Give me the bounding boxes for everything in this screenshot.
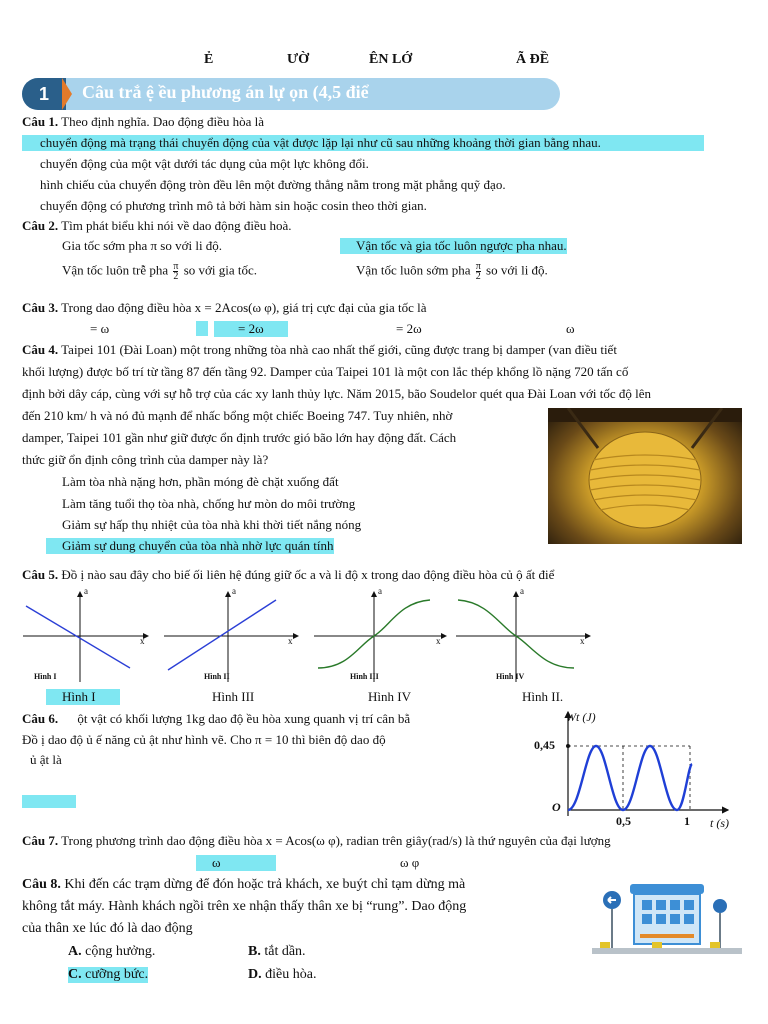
graph-caption: Hình I	[34, 672, 57, 681]
q8-option-a[interactable]	[68, 944, 155, 960]
question-5	[22, 567, 554, 583]
question-text: của thân xe lúc đó là dao động	[22, 921, 193, 936]
option-key: B.	[248, 944, 261, 959]
question-2	[22, 218, 291, 234]
q5-graphs	[18, 586, 598, 686]
axis-label: x	[436, 636, 441, 646]
option-text: cưỡng bức.	[85, 967, 149, 982]
graph-y-tick: 0,45	[534, 738, 555, 752]
graph-y-label: Wt (J)	[566, 710, 596, 724]
q8-option-c-correct[interactable]	[68, 967, 148, 983]
question-text: ột vật có khối lượng 1kg dao độ ều hòa xung quanh vị trí cân bằ	[77, 711, 411, 726]
option-text: cộng hưởng.	[85, 944, 156, 959]
question-text: không tắt máy. Hành khách ngồi trên xe nhận thấy thân xe bị “rung”. Dao động	[22, 899, 467, 914]
header-part: Ã ĐỀ	[516, 52, 550, 67]
damper-ball-icon	[548, 408, 742, 544]
question-label: Câu 2.	[22, 218, 59, 233]
q5-option[interactable]: Hình IV	[368, 689, 411, 704]
question-text: ủ ật là	[30, 752, 62, 767]
axis-label: a	[84, 586, 88, 596]
bus-stop-icon	[592, 878, 742, 956]
q7-option[interactable]: ω φ	[400, 855, 420, 870]
graph-x-tick: 0,5	[616, 814, 631, 828]
q5-option[interactable]: Hình III	[212, 689, 255, 704]
axis-label: x	[288, 636, 293, 646]
question-4	[22, 342, 617, 358]
axis-label: a	[232, 586, 236, 596]
question-8	[22, 877, 465, 893]
q8-option-d[interactable]	[248, 967, 316, 983]
axis-label: a	[520, 586, 524, 596]
option-text: so với li độ.	[486, 262, 548, 278]
option-key: A.	[68, 944, 82, 959]
question-text: Đồ ị nào sau đây cho biế ối liên hệ đúng giữ ốc a và li độ x trong dao động điều hòa củ ộ ất điể	[61, 567, 555, 582]
option-text: Vận tốc luôn sớm pha	[356, 262, 471, 278]
graph-caption: Hình IV	[496, 672, 525, 681]
graph-hinh-2	[164, 592, 298, 682]
q2-option[interactable]	[356, 262, 548, 281]
question-text: Tìm phát biểu khi nói về dao động điều hoà.	[61, 218, 292, 233]
q4-option[interactable]: Giảm sự hấp thụ nhiệt của tòa nhà khi thời tiết nắng nóng	[62, 517, 362, 532]
graph-hinh-1	[23, 592, 148, 682]
fraction-den: 2	[475, 271, 481, 282]
axis-label: x	[580, 636, 585, 646]
question-text: định bởi dây cáp, cùng với sự hỗ trợ của các xy lanh thủy lực. Năm 2015, bão Soudelor quét qua Đài Loan với tốc độ lên	[22, 386, 651, 401]
header-part: ƯỜ	[287, 52, 310, 67]
q2-option[interactable]: Gia tốc sớm pha π so với li độ.	[62, 238, 223, 253]
question-label: Câu 4.	[22, 342, 59, 357]
q1-option-correct[interactable]: chuyển động mà trạng thái chuyển động của vật được lặp lại như cũ sau những khoảng thời gian bằng nhau.	[22, 135, 704, 151]
q1-option[interactable]: hình chiếu của chuyển động tròn đều lên một đường thẳng nằm trong mặt phẳng quỹ đạo.	[40, 177, 506, 192]
graph-caption: Hình III	[350, 672, 379, 681]
q3-option[interactable]: = ω	[90, 321, 110, 336]
question-text: Trong phương trình dao động điều hòa x = Acos(ω φ), radian trên giây(rad/s) là thứ nguyên của đại lượng	[61, 833, 611, 848]
question-label: Câu 7.	[22, 833, 59, 848]
graph-origin: O	[552, 800, 561, 814]
question-label: Câu 6.	[22, 711, 59, 726]
q7-option-correct[interactable]: ω	[196, 855, 276, 871]
q5-option[interactable]: Hình II.	[522, 689, 564, 704]
question-text: Taipei 101 (Đài Loan) một trong những tòa nhà cao nhất thế giới, cũng được trang bị damper (van điều tiết	[61, 342, 617, 357]
graph-x-label: t (s)	[710, 816, 729, 830]
q3-option[interactable]: = 2ω	[396, 321, 422, 336]
q4-option[interactable]: Làm tòa nhà nặng hơn, phần móng đè chặt xuống đất	[62, 474, 339, 489]
question-6	[22, 711, 410, 727]
section-number: 1	[22, 78, 66, 110]
fraction	[173, 262, 178, 281]
fraction-num: π	[173, 261, 179, 272]
question-text: khối lượng) được bố trí từ tầng 87 đến tầng 92. Damper của Taipei 101 là một con lắc thép khổng lồ nặng 720 tấn cố	[22, 364, 629, 379]
q6-highlight-answer[interactable]	[22, 795, 76, 808]
question-1	[22, 114, 264, 130]
graph-caption: Hình II	[204, 672, 230, 681]
option-key: D.	[248, 967, 262, 982]
option-key: C.	[68, 967, 82, 982]
graph-hinh-3	[314, 592, 446, 682]
axis-label: a	[378, 586, 382, 596]
q5-option-correct[interactable]: Hình I	[46, 689, 120, 705]
graph-x-tick: 1	[684, 814, 690, 828]
option-text: Vận tốc luôn trễ pha	[62, 262, 169, 278]
question-label: Câu 1.	[22, 114, 59, 129]
question-label: Câu 8.	[22, 877, 61, 892]
fraction-den: 2	[173, 271, 179, 282]
question-text: Trong dao động điều hòa x = 2Acos(ω φ), giá trị cực đại của gia tốc là	[61, 300, 427, 315]
q1-option[interactable]: chuyển động của một vật dưới tác dụng của một lực không đổi.	[40, 156, 369, 171]
q1-option[interactable]: chuyển động có phương trình mô tả bởi hàm sin hoặc cosin theo thời gian.	[40, 198, 427, 213]
q3-highlight-mark	[196, 321, 208, 336]
q4-option[interactable]: Làm tăng tuổi thọ tòa nhà, chống hư mòn do môi trường	[62, 496, 356, 511]
section-title: Câu trắ ệ ều phương án lự ọn (4,5 điể	[82, 82, 369, 102]
question-label: Câu 3.	[22, 300, 59, 315]
question-3	[22, 300, 426, 316]
q2-option[interactable]	[62, 262, 257, 281]
question-text: damper, Taipei 101 gần như giữ được ổn định trước gió bão lớn hay động đất. Cách	[22, 430, 457, 445]
question-text: Đồ ị dao độ ủ ế năng củ ật như hình vẽ. Cho π = 10 thì biên độ dao độ	[22, 732, 386, 747]
question-text: Theo định nghĩa. Dao động điều hòa là	[61, 114, 265, 129]
option-text: tắt dần.	[264, 944, 306, 959]
question-text: đến 210 km/ h và nó đủ mạnh để nhấc bổng một chiếc Boeing 747. Tuy nhiên, nhờ	[22, 408, 453, 423]
banner-arrow-icon	[62, 78, 72, 110]
question-label: Câu 5.	[22, 567, 59, 582]
option-text: so với gia tốc.	[183, 262, 258, 278]
header-part: Ẻ	[204, 52, 214, 67]
q4-option-correct[interactable]: Giảm sự dung chuyển của tòa nhà nhờ lực quán tính	[46, 538, 334, 554]
axis-label: x	[140, 636, 145, 646]
header-part: ÊN LỚ	[369, 52, 413, 67]
fraction-num: π	[475, 261, 481, 272]
q2-option-correct[interactable]: Vận tốc và gia tốc luôn ngược pha nhau.	[340, 238, 567, 254]
question-text: thức giữ ổn định công trình của damper này là?	[22, 452, 269, 467]
q3-option[interactable]: ω	[566, 321, 575, 336]
fraction	[476, 262, 481, 281]
q8-option-b[interactable]	[248, 944, 306, 960]
damper-photo	[548, 408, 742, 544]
question-7	[22, 833, 611, 849]
q3-option-correct[interactable]: = 2ω	[214, 321, 288, 337]
question-text: Khi đến các trạm dừng để đón hoặc trả khách, xe buýt chỉ tạm dừng mà	[64, 877, 466, 892]
graph-hinh-4	[456, 592, 590, 682]
option-text: điều hòa.	[265, 967, 317, 982]
